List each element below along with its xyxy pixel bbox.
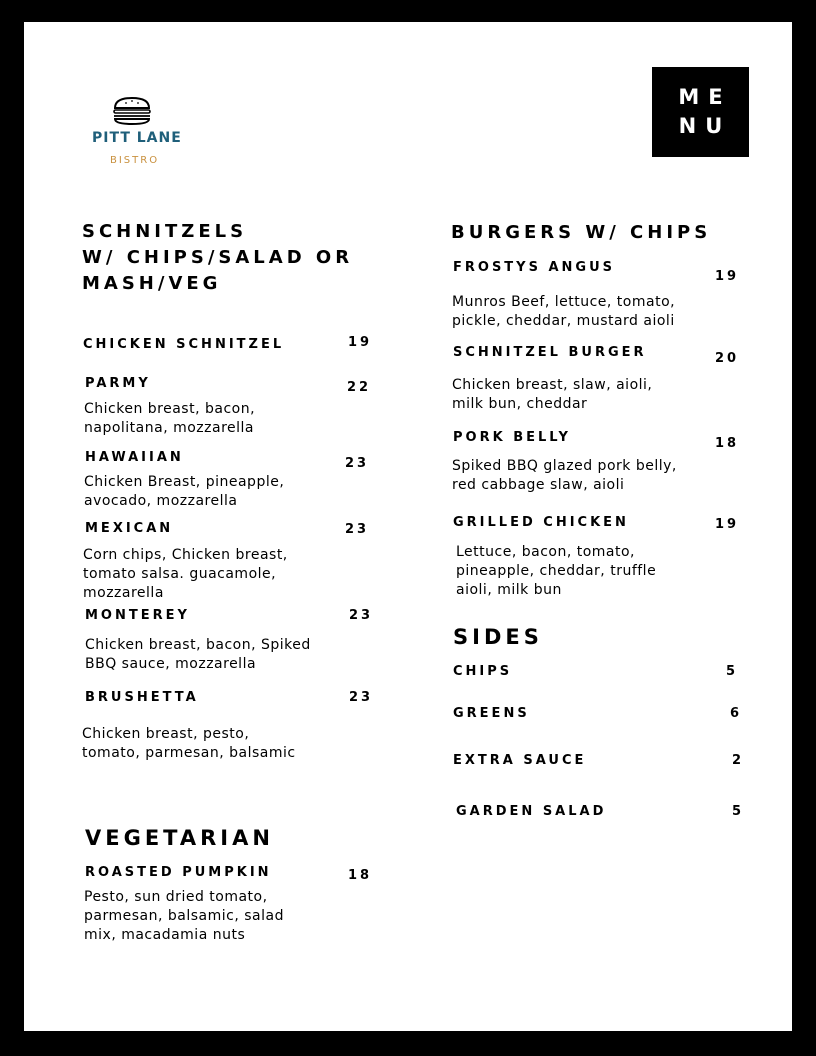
item-name: GREENS (453, 706, 530, 721)
menu-badge-line1: ME (678, 85, 732, 109)
desc-line: Pesto, sun dried tomato, (84, 889, 268, 905)
item-description (83, 546, 288, 603)
menu-badge-line2: NU (678, 114, 732, 138)
item-name: ROASTED PUMPKIN (85, 865, 272, 880)
menu-badge (652, 67, 749, 157)
item-price: 18 (715, 436, 740, 451)
section-title-sides: SIDES (453, 625, 543, 649)
brand-name: PITT LANE (92, 130, 182, 146)
brand-subtitle: BISTRO (110, 155, 160, 166)
desc-line: Munros Beef, lettuce, tomato, (452, 294, 676, 310)
desc-line: pineapple, cheddar, truffle (456, 563, 657, 579)
item-name: PORK BELLY (453, 430, 571, 445)
desc-line: napolitana, mozzarella (84, 420, 255, 436)
item-price: 6 (730, 706, 743, 721)
item-name: BRUSHETTA (85, 690, 199, 705)
desc-line: Chicken breast, slaw, aioli, (452, 377, 653, 393)
item-name: SCHNITZEL BURGER (453, 345, 647, 360)
item-name: HAWAIIAN (85, 450, 184, 465)
item-description (84, 888, 284, 945)
item-price: 18 (348, 868, 373, 883)
desc-line: Corn chips, Chicken breast, (83, 547, 288, 563)
section-title-line: W/ CHIPS/SALAD OR (82, 247, 354, 268)
item-name: CHICKEN SCHNITZEL (83, 337, 285, 352)
desc-line: pickle, cheddar, mustard aioli (452, 313, 675, 329)
section-title-burgers: BURGERS W/ CHIPS (451, 222, 712, 243)
desc-line: aioli, milk bun (456, 582, 562, 598)
desc-line: Chicken breast, pesto, (82, 726, 250, 742)
item-name: GRILLED CHICKEN (453, 515, 629, 530)
item-description (84, 473, 284, 511)
desc-line: BBQ sauce, mozzarella (85, 656, 257, 672)
desc-line: Spiked BBQ glazed pork belly, (452, 458, 677, 474)
item-price: 20 (715, 351, 740, 366)
desc-line: tomato, parmesan, balsamic (82, 745, 296, 761)
section-title-vegetarian: VEGETARIAN (85, 826, 274, 850)
desc-line: milk bun, cheddar (452, 396, 588, 412)
item-name: GARDEN SALAD (456, 804, 607, 819)
desc-line: Chicken Breast, pineapple, (84, 474, 285, 490)
item-description (85, 636, 311, 674)
desc-line: Lettuce, bacon, tomato, (456, 544, 636, 560)
item-description (84, 400, 255, 438)
desc-line: mix, macadamia nuts (84, 927, 246, 943)
item-description (452, 293, 675, 331)
item-description (452, 376, 652, 414)
section-title-schnitzels (82, 219, 353, 297)
desc-line: Chicken breast, bacon, (84, 401, 256, 417)
item-name: EXTRA SAUCE (453, 753, 587, 768)
desc-line: tomato salsa. guacamole, (83, 566, 277, 582)
item-name: MONTEREY (85, 608, 190, 623)
section-title-line: MASH/VEG (82, 273, 222, 294)
desc-line: mozzarella (83, 585, 164, 601)
item-price: 5 (732, 804, 745, 819)
item-price: 23 (349, 690, 374, 705)
item-price: 23 (345, 456, 370, 471)
item-price: 19 (348, 335, 373, 350)
desc-line: avocado, mozzarella (84, 493, 238, 509)
desc-line: Chicken breast, bacon, Spiked (85, 637, 311, 653)
item-description (456, 543, 656, 600)
item-price: 19 (715, 269, 740, 284)
item-price: 19 (715, 517, 740, 532)
item-description (82, 725, 296, 763)
desc-line: parmesan, balsamic, salad (84, 908, 284, 924)
item-price: 22 (347, 380, 372, 395)
item-name: CHIPS (453, 664, 513, 679)
item-description (452, 457, 677, 495)
item-name: PARMY (85, 376, 151, 391)
item-price: 23 (349, 608, 374, 623)
item-price: 23 (345, 522, 370, 537)
desc-line: red cabbage slaw, aioli (452, 477, 625, 493)
section-title-line: SCHNITZELS (82, 221, 248, 242)
item-name: MEXICAN (85, 521, 174, 536)
item-name: FROSTYS ANGUS (453, 260, 616, 275)
burger-logo-icon (112, 96, 152, 126)
item-price: 5 (726, 664, 739, 679)
item-price: 2 (732, 753, 745, 768)
